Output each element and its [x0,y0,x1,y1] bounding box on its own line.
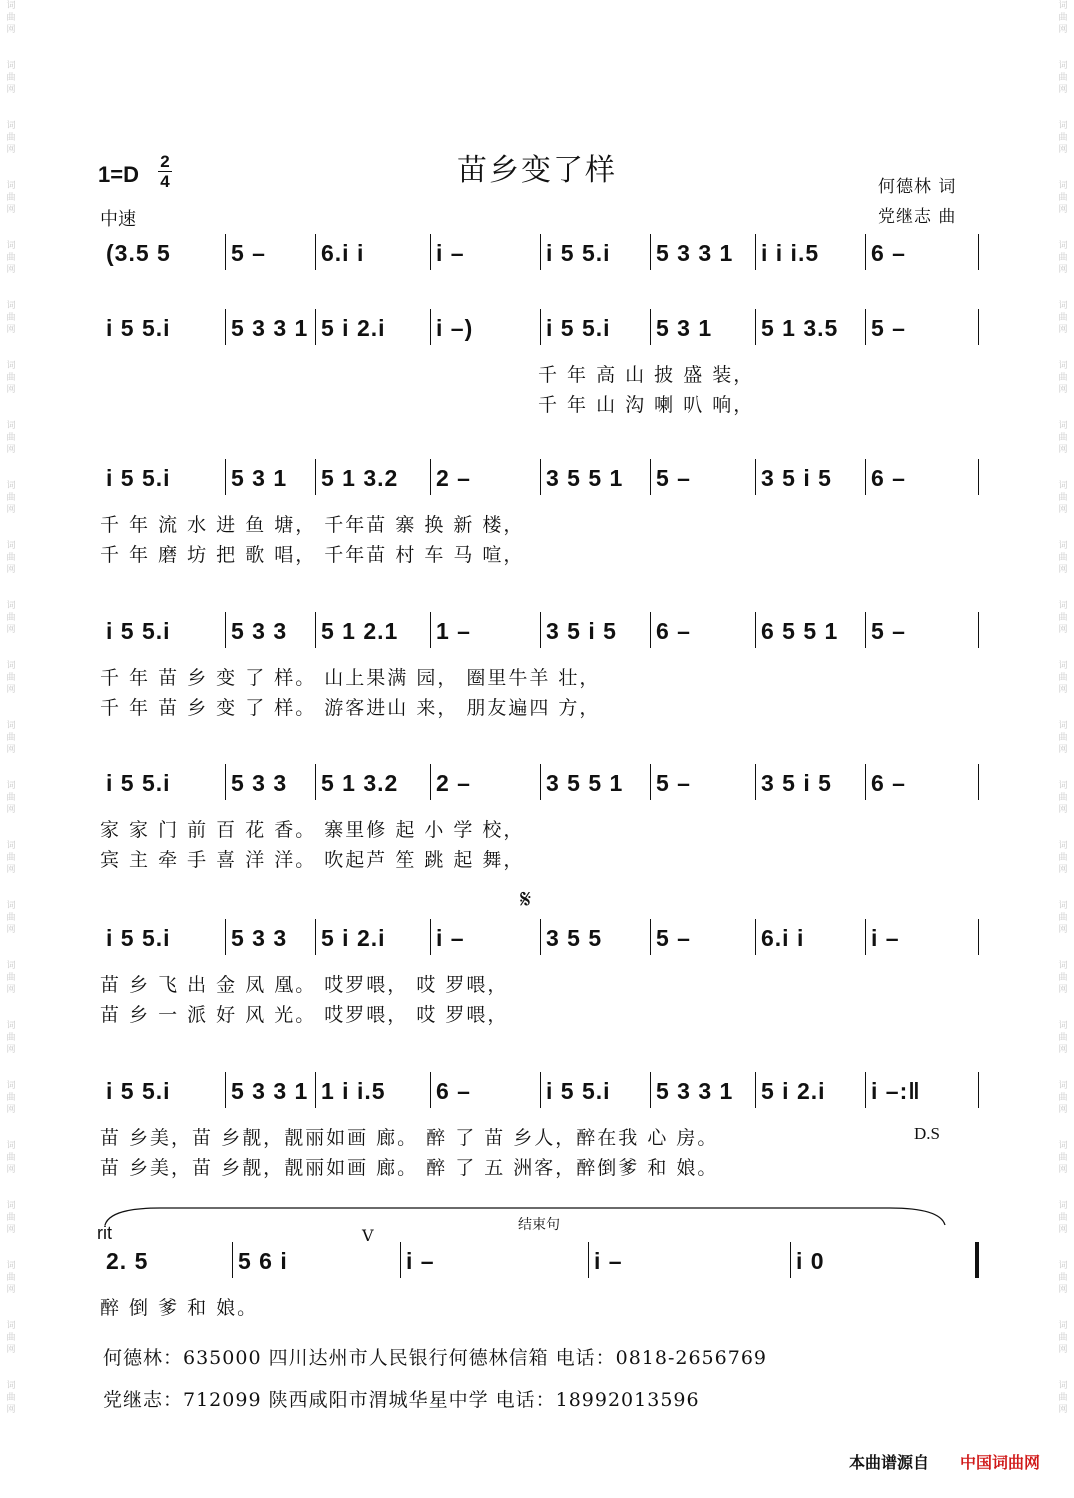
watermark-text: 词曲网 [1058,781,1068,815]
measure: 5 3 3 1 [231,315,309,341]
lyric-line: 苗 乡 飞 出 金 凤 凰。 哎罗喂， 哎 罗喂， [100,974,509,996]
measure: i 5 5.i [106,315,171,341]
barline [315,234,316,270]
barline [540,459,541,495]
measure: i –:‖ [871,1078,921,1104]
measure: 3 5 i 5 [761,770,832,796]
song-title: 苗乡变了样 [457,153,617,188]
measure: i 5 5.i [106,465,171,491]
rit-marking: rit [97,1223,112,1243]
measure: 5 1 2.1 [321,618,399,644]
barline [650,459,651,495]
barline-end [978,234,979,270]
barline [755,309,756,345]
measure: 5 3 3 1 [656,240,734,266]
barline [430,919,431,955]
watermark-text: 词曲网 [1058,721,1068,755]
watermark-text: 词曲网 [6,961,16,995]
barline [430,309,431,345]
measure: i – [436,925,465,951]
barline [540,1072,541,1108]
segno-sign: 𝄋 [520,885,532,915]
watermark-text: 词曲网 [6,1021,16,1055]
barline [225,919,226,955]
measure: 5 i 2.i [761,1078,826,1104]
watermark-text: 词曲网 [1058,1021,1068,1055]
measure: 5 3 1 [656,315,713,341]
barline [755,234,756,270]
barline [650,919,651,955]
watermark-text: 词曲网 [6,361,16,395]
watermark-text: 词曲网 [6,841,16,875]
watermark-text: 词曲网 [6,241,16,275]
measure: 5 3 3 1 [656,1078,734,1104]
measure: 1 i i.5 [321,1078,386,1104]
lyric-line: 千 年 磨 坊 把 歌 唱， 千年苗 村 车 马 喧， [100,544,525,566]
watermark-text: 词曲网 [1058,121,1068,155]
barline [865,1072,866,1108]
lyricist: 何德林 词 [878,177,957,197]
watermark-text: 词曲网 [6,121,16,155]
watermark-text: 词曲网 [6,721,16,755]
watermark-text: 词曲网 [1058,961,1068,995]
measure: 6 – [871,465,906,491]
watermark-text: 词曲网 [6,541,16,575]
watermark-text: 词曲网 [6,481,16,515]
barline [540,234,541,270]
measure: 5 1 3.2 [321,770,399,796]
measure: 6.i i [321,240,365,266]
watermark-text: 词曲网 [1058,1081,1068,1115]
lyric-line: 千 年 苗 乡 变 了 样。 山上果满 园， 圈里牛羊 壮， [100,667,601,689]
barline [865,612,866,648]
lyric-line: 家 家 门 前 百 花 香。 寨里修 起 小 学 校， [100,819,525,841]
barline [315,309,316,345]
barline [588,1242,589,1278]
watermark-text: 词曲网 [6,661,16,695]
measure: 5 3 3 [231,618,288,644]
time-denominator: 4 [160,172,170,191]
barline [315,1072,316,1108]
watermark-text: 词曲网 [6,1381,16,1415]
measure: 2. 5 [106,1248,149,1274]
key-signature: 1=D [98,162,139,187]
barline [865,309,866,345]
watermark-text: 词曲网 [1058,1141,1068,1175]
barline [865,919,866,955]
barline [225,459,226,495]
ending-bracket [100,1200,950,1230]
measure: (3.5 5 [106,240,171,266]
measure: 3 5 i 5 [546,618,617,644]
watermark-text: 词曲网 [6,181,16,215]
barline [225,309,226,345]
measure: 5 – [871,618,906,644]
lyric-line: 千 年 山 沟 喇 叭 响， [538,394,755,416]
measure: i – [871,925,900,951]
lyric-line: 千 年 苗 乡 变 了 样。 游客进山 来， 朋友遍四 方， [100,697,601,719]
contact-composer: 党继志：712099 陕西咸阳市渭城华星中学 电话：18992013596 [103,1389,700,1411]
measure: 6 – [871,240,906,266]
watermark-text: 词曲网 [6,421,16,455]
watermark-text: 词曲网 [6,901,16,935]
barline [650,309,651,345]
watermark-text: 词曲网 [6,1261,16,1295]
barline [540,764,541,800]
watermark-text: 词曲网 [1058,481,1068,515]
barline [865,459,866,495]
barline [650,234,651,270]
measure: i 5 5.i [546,315,611,341]
measure: 1 – [436,618,471,644]
measure: 5 3 1 [231,465,288,491]
barline [400,1242,401,1278]
measure: 5 – [656,770,691,796]
ending-label: 结束句 [518,1217,560,1233]
barline [865,234,866,270]
barline-end [978,919,979,955]
barline [225,764,226,800]
lyric-line: 苗 乡美，苗 乡靓，靓丽如画 廊。 醉 了 苗 乡人，醉在我 心 房。 [100,1127,719,1149]
measure: 5 3 3 [231,925,288,951]
barline [315,612,316,648]
barline [540,309,541,345]
measure: 6 – [656,618,691,644]
measure: 3 5 5 1 [546,770,624,796]
lyric-line: 苗 乡 一 派 好 风 光。 哎罗喂， 哎 罗喂， [100,1004,509,1026]
barline-end [978,459,979,495]
barline-end [978,309,979,345]
barline [430,459,431,495]
watermark-text: 词曲网 [1058,601,1068,635]
watermark-text: 词曲网 [1058,1261,1068,1295]
measure: 5 – [871,315,906,341]
barline [540,919,541,955]
ds-marking: D.S [914,1124,940,1143]
watermark-text: 词曲网 [1058,1321,1068,1355]
measure: i – [594,1248,623,1274]
barline [540,612,541,648]
measure: 5 – [656,925,691,951]
tempo-marking: 中速 [100,209,136,230]
measure: i 5 5.i [106,770,171,796]
measure: i 5 5.i [106,1078,171,1104]
barline [650,1072,651,1108]
watermark-text: 词曲网 [1058,301,1068,335]
measure: 6 – [871,770,906,796]
barline [232,1242,233,1278]
lyric-line: 千 年 流 水 进 鱼 塘， 千年苗 寨 换 新 楼， [100,514,525,536]
measure: i – [406,1248,435,1274]
barline [225,612,226,648]
watermark-text: 词曲网 [1058,541,1068,575]
watermark-text: 词曲网 [6,61,16,95]
watermark-text: 词曲网 [1058,1,1068,35]
measure: i 5 5.i [546,1078,611,1104]
measure: 5 i 2.i [321,315,386,341]
watermark-text: 词曲网 [1058,901,1068,935]
watermark-text: 词曲网 [1058,661,1068,695]
barline [755,612,756,648]
barline-end [978,1072,979,1108]
composer: 党继志 曲 [878,207,957,227]
measure: i 5 5.i [106,618,171,644]
lyric-line: 千 年 高 山 披 盛 装， [538,364,755,386]
barline [755,919,756,955]
watermark-text: 词曲网 [1058,241,1068,275]
barline [755,459,756,495]
source-label: 本曲谱源自 [848,1455,929,1472]
source-site-link[interactable]: 中国词曲网 [959,1455,1040,1472]
watermark-text: 词曲网 [1058,181,1068,215]
measure: 3 5 i 5 [761,465,832,491]
barline [755,1072,756,1108]
watermark-text: 词曲网 [6,781,16,815]
time-numerator: 2 [160,152,170,171]
watermark-text: 词曲网 [6,1,16,35]
barline-end [978,764,979,800]
measure: i i i.5 [761,240,820,266]
measure: 2 – [436,770,471,796]
watermark-text: 词曲网 [6,1081,16,1115]
watermark-text: 词曲网 [6,301,16,335]
contact-lyricist: 何德林：635000 四川达州市人民银行何德林信箱 电话：0818-2656769 [103,1347,768,1369]
measure: 5 1 3.2 [321,465,399,491]
watermark-text: 词曲网 [6,601,16,635]
measure: 5 3 3 1 [231,1078,309,1104]
barline [865,764,866,800]
barline [225,234,226,270]
barline [650,764,651,800]
barline [315,919,316,955]
watermark-text: 词曲网 [1058,1381,1068,1415]
measure: 6 – [436,1078,471,1104]
measure: i – [436,240,465,266]
measure: 3 5 5 [546,925,603,951]
watermark-text: 词曲网 [1058,361,1068,395]
barline [790,1242,791,1278]
barline-end [978,612,979,648]
measure: 6.i i [761,925,805,951]
measure: 5 6 i [238,1248,288,1274]
barline [225,1072,226,1108]
barline [315,459,316,495]
measure: i 5 5.i [546,240,611,266]
watermark-text: 词曲网 [6,1141,16,1175]
barline [650,612,651,648]
measure: 5 – [231,240,266,266]
barline [315,764,316,800]
breath-mark: V [362,1226,374,1245]
barline [430,1072,431,1108]
barline [430,764,431,800]
barline [430,612,431,648]
measure: 2 – [436,465,471,491]
barline [755,764,756,800]
lyric-line: 苗 乡美，苗 乡靓，靓丽如画 廊。 醉 了 五 洲客，醉倒爹 和 娘。 [100,1157,719,1179]
lyric-line: 醉 倒 爹 和 娘。 [100,1297,259,1319]
watermark-text: 词曲网 [1058,421,1068,455]
watermark-text: 词曲网 [1058,841,1068,875]
watermark-text: 词曲网 [1058,61,1068,95]
measure: 6 5 5 1 [761,618,839,644]
measure: 5 1 3.5 [761,315,839,341]
measure: 5 – [656,465,691,491]
watermark-text: 词曲网 [1058,1201,1068,1235]
barline [430,234,431,270]
measure: 3 5 5 1 [546,465,624,491]
measure: 5 3 3 [231,770,288,796]
measure: i 0 [796,1248,825,1274]
measure: i –) [436,315,474,341]
watermark-text: 词曲网 [6,1201,16,1235]
barline-end [975,1242,979,1278]
measure: 5 i 2.i [321,925,386,951]
lyric-line: 宾 主 牵 手 喜 洋 洋。 吹起芦 笙 跳 起 舞， [100,849,525,871]
measure: i 5 5.i [106,925,171,951]
watermark-text: 词曲网 [6,1321,16,1355]
